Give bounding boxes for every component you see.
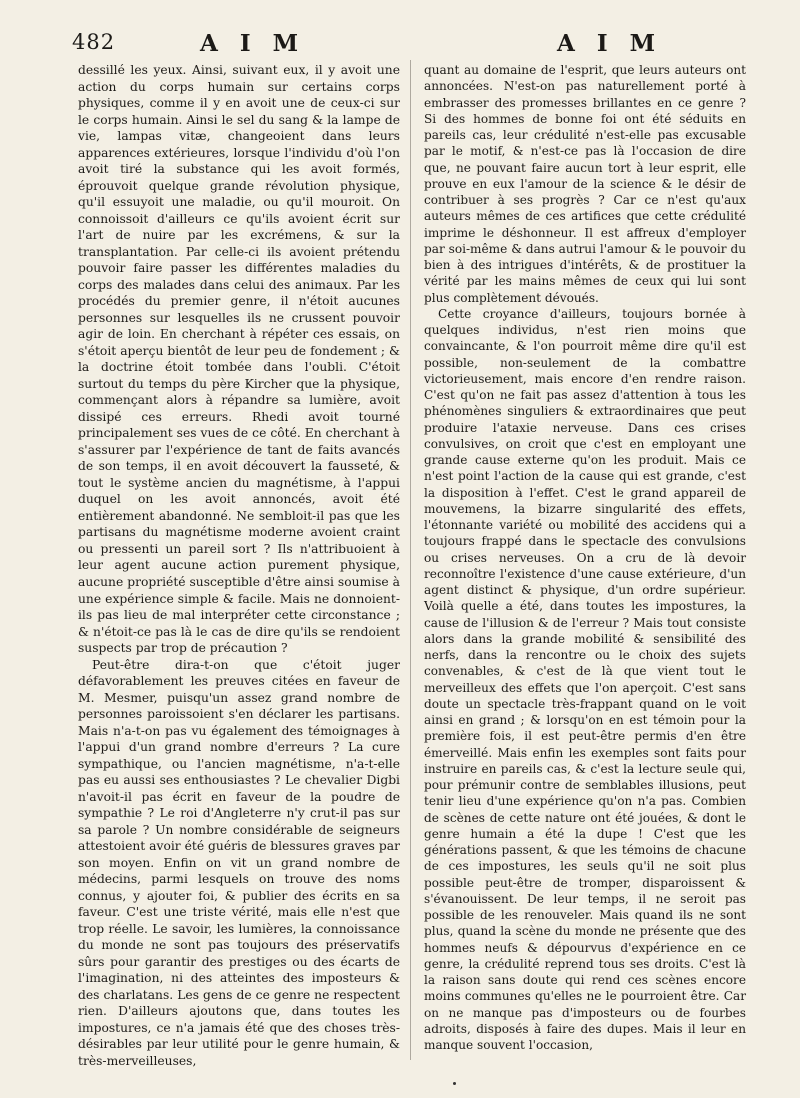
page-number: 482	[72, 30, 116, 54]
paragraph: dessillé les yeux. Ainsi, suivant eux, il y avoit une action du corps humain sur certains corps physiques, comme il y en avoit une de ceux-ci sur le corps humain. Ainsi le sel du sang & la lampe de vie, lampas vitæ, changeoient dans leurs apparences extérieures, lorsque l'individu d'où l'on avoit tiré la substance qui les avoit formés, éprouvoit quelque grande révolution physique, qu'il essuyoit une maladie, ou qu'il mouroit. On connoissoit d'ailleurs ce qu'ils avoient écrit sur l'art de nuire par les excrémens, & sur la transplantation. Par celle-ci ils avoient prétendu pouvoir faire passer les différentes maladies du corps des malades dans celui des animaux. Par les procédés du premier genre, il n'étoit aucunes personnes sur lesquelles ils ne crussent pouvoir agir de loin. En cherchant à répéter ces essais, on s'étoit aperçu bientôt de leur peu de fondement ; & la doctrine étoit tombée dans l'oubli. C'étoit surtout du temps du père Kircher que la physique, commençant alors à répandre sa lumière, avoit dissipé ces erreurs. Rhedi avoit tourné principalement ses vues de ce côté. En cherchant à s'assurer par l'expérience de tant de faits avancés de son temps, il en avoit découvert la fausseté, & tout le système ancien du magnétisme, à l'appui duquel on les avoit annoncés, avoit été entièrement abandonné. Ne sembloit-il pas que les partisans du magnétisme moderne avoient craint ou pressenti un pareil sort ? Ils n'attribuoient à leur agent aucune action purement physique, aucune propriété susceptible d'être ainsi soumise à une expérience simple & facile. Mais ne donnoient-ils pas lieu de mal interpréter cette circonstance ; & n'étoit-ce pas là le cas de dire qu'ils se rendoient suspects par trop de précaution ?	[78, 63, 400, 656]
ink-speck	[453, 1082, 456, 1085]
page-header	[72, 30, 742, 64]
running-head-left: A I M	[200, 30, 306, 57]
left-column	[78, 62, 400, 1069]
running-head-right: A I M	[557, 30, 663, 57]
column-divider	[410, 60, 411, 1060]
paragraph: Cette croyance d'ailleurs, toujours bornée à quelques individus, n'est rien moins que convaincante, & l'on pourroit même dire qu'il est possible, non-seulement de la combattre victorieusement, mais encore d'en rendre raison. C'est qu'on ne fait pas assez d'attention à tous les phénomènes singuliers & extraordinaires que peut produire l'ataxie nerveuse. Dans ces crises convulsives, on croit que c'est en employant une grande cause externe qu'on les produit. Mais ce n'est point l'action de la cause qui est grande, c'est la disposition à l'effet. C'est le grand appareil de mouvemens, la bizarre singularité des effets, l'étonnante variété ou mobilité des accidens qui a toujours frappé dans le spectacle des convulsions ou crises nerveuses. On a cru de là devoir reconnoître l'existence d'une cause extérieure, d'un agent distinct & physique, d'un ordre supérieur. Voilà quelle a été, dans toutes les impostures, la cause de l'illusion & de l'erreur ? Mais tout consiste alors dans la grande mobilité & sensibilité des nerfs, dans la rencontre ou le choix des sujets convenables, & c'est de là que vient tout le merveilleux des effets que l'on aperçoit. C'est sans doute un spectacle très-frappant quand on le voit ainsi en grand ; & lorsqu'on en est témoin pour la première fois, il est peut-être permis d'en être émerveillé. Mais enfin les exemples sont faits pour instruire en pareils cas, & c'est la lecture seule qui, pour prémunir contre de semblables illusions, peut tenir lieu d'une expérience qu'on n'a pas. Combien de scènes de cette nature ont été jouées, & dont le genre humain a été la dupe ! C'est que les générations passent, & que les témoins de chacune de ces impostures, les seuls qu'il ne soit plus possible peut-être de tromper, disparoissent & s'évanouissent. De leur temps, il ne seroit pas possible de les renouveler. Mais quand ils ne sont plus, quand la scène du monde ne présente que des hommes neufs & dépourvus d'expérience en ce genre, la crédulité reprend tous ses droits. C'est là la raison sans doute qui rend ces scènes encore moins communes qu'elles ne le pourroient être. Car on ne manque pas d'imposteurs ou de fourbes adroits, disposés à faire des dupes. Mais il leur en manque souvent l'occasion,	[424, 306, 746, 1052]
right-column	[424, 62, 746, 1053]
paragraph: Peut-être dira-t-on que c'étoit juger défavorablement les preuves citées en faveur de M. Mesmer, puisqu'un assez grand nombre de personnes paroissoient s'en déclarer les partisans. Mais n'a-t-on pas vu également des témoignages à l'appui d'un grand nombre d'erreurs ? La cure sympathique, ou l'ancien magnétisme, n'a-t-elle pas eu aussi ses enthousiastes ? Le chevalier Digbi n'avoit-il pas écrit en faveur de la poudre de sympathie ? Le roi d'Angleterre n'y crut-il pas sur sa parole ? Un nombre considérable de seigneurs attestoient avoir été guéris de blessures graves par son moyen. Enfin on vit un grand nombre de médecins, parmi lesquels on trouve des noms connus, y ajouter foi, & publier des écrits en sa faveur. C'est une triste vérité, mais elle n'est que trop réelle. Le savoir, les lumières, la connoissance du monde ne sont pas toujours des préservatifs sûrs pour garantir des prestiges ou des écarts de l'imagination, ni des atteintes des imposteurs & des charlatans. Les gens de ce genre ne respectent rien. D'ailleurs ajoutons que, dans toutes les impostures, ce n'a jamais été que des choses très-désirables par leur utilité pour le genre humain, & très-merveilleuses,	[78, 657, 400, 1068]
paragraph: quant au domaine de l'esprit, que leurs auteurs ont annoncées. N'est-on pas naturellement porté à embrasser des promesses brillantes en ce genre ? Si des hommes de bonne foi ont été séduits en pareils cas, leur crédulité n'est-elle pas excusable par le motif, & n'est-ce pas là l'occasion de dire que, ne pouvant faire aucun tort à leur esprit, elle prouve en eux l'amour de la science & le désir de contribuer à ses progrès ? Car ce n'est qu'aux auteurs mêmes de ces artifices que cette crédulité imprime le déshonneur. Il est affreux d'employer par soi-même & dans autrui l'amour & le pouvoir du bien à des intrigues d'intérêts, & de prostituer la vérité par les mains mêmes de ceux qui lui sont plus complètement dévoués.	[424, 63, 746, 305]
